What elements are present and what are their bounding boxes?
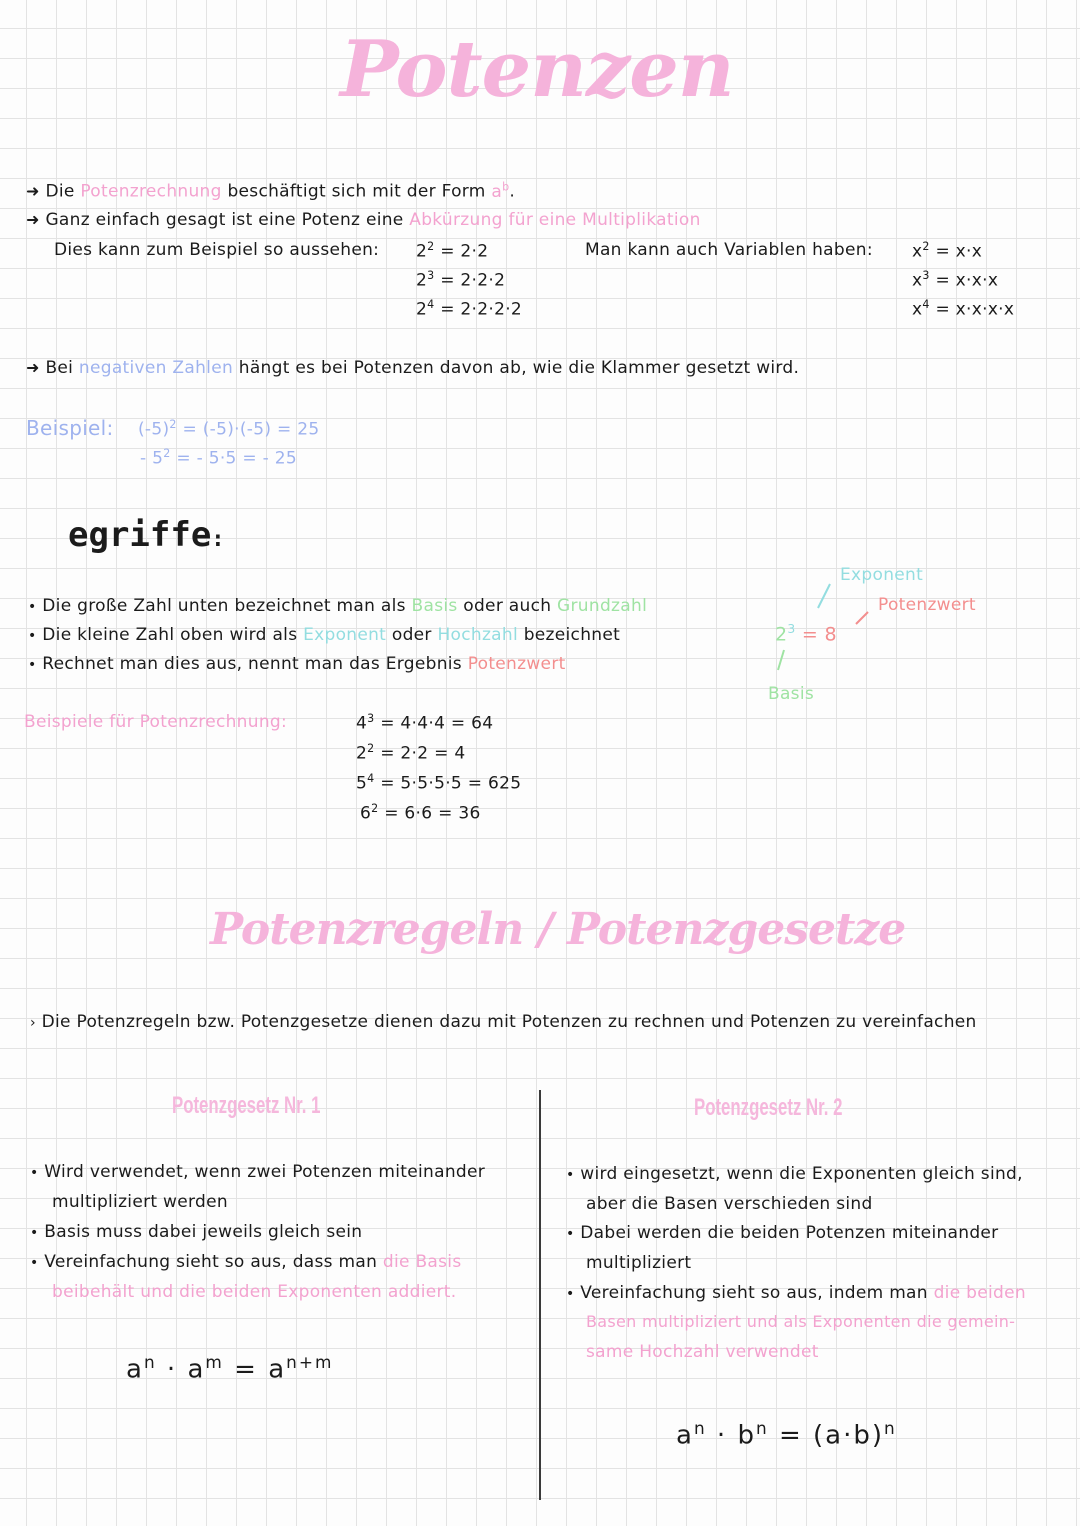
example-calc: $4^3 = 4\cdot 4\cdot 4 = 64$	[356, 712, 494, 734]
potenzwert-label: Potenzwert	[878, 595, 976, 615]
example-calc: $5^4 = 5\cdot 5\cdot 5\cdot 5 = 625$	[356, 772, 522, 794]
intro-line-2	[26, 210, 701, 230]
example-row: $2^3 = 2\cdot 2\cdot 2$	[416, 269, 506, 291]
variable-example-row: $x^2 = x\cdot x$	[912, 240, 983, 262]
bullet-icon: •	[30, 1165, 39, 1181]
intro-line-3: Dies kann zum Beispiel so aussehen:	[54, 240, 380, 260]
form-expression: $a^b$	[491, 180, 510, 202]
arrow-right-icon: ➜	[26, 358, 40, 377]
basis-pointer	[778, 650, 784, 670]
bullet-icon: •	[28, 599, 37, 615]
intro-1-middle: beschäftigt sich mit der Form	[227, 181, 486, 202]
law-2-bullet-1-cont: aber die Basen verschieden sind	[586, 1194, 873, 1214]
example-calc: $6^2 = 6\cdot 6 = 36$	[360, 802, 481, 824]
bullet-icon: •	[566, 1286, 575, 1302]
term-item: • Die kleine Zahl oben wird als Exponent oder Hochzahl bezeichnet	[28, 625, 621, 645]
column-divider	[539, 1090, 541, 1500]
law-1-formula: $a^n \cdot a^m = a^{n+m}$	[126, 1352, 334, 1385]
negative-example-2: - $5^2$ = - 5·5 = - 25	[140, 447, 297, 469]
variable-example-row: $x^3 = x\cdot x\cdot x$	[912, 269, 999, 291]
arrow-right-icon: ➜	[26, 181, 40, 201]
negative-numbers-term: negativen Zahlen	[78, 358, 234, 378]
intro-1-prefix: Die	[45, 181, 75, 202]
arrow-right-icon: ➜	[26, 210, 40, 229]
basis-label: Basis	[768, 684, 815, 704]
law-1-bullet-1-cont: multipliziert werden	[52, 1192, 228, 1212]
negative-example-label: Beispiel:	[26, 416, 114, 440]
exponent-label: Exponent	[840, 565, 924, 585]
negative-example-1: $(-5)^2 = (-5)\cdot(-5) = 25$	[138, 418, 320, 440]
example-calc: $2^2 = 2\cdot 2 = 4$	[356, 742, 466, 764]
bullet-icon: •	[30, 1255, 39, 1271]
variable-example-row: $x^4 = x\cdot x\cdot x\cdot x$	[912, 298, 1015, 320]
variables-label: Man kann auch Variablen haben:	[585, 240, 873, 260]
term-item: • Die große Zahl unten bezeichnet man als Basis oder auch Grundzahl	[28, 596, 648, 616]
intro-2-prefix: Ganz einfach gesagt ist eine Potenz eine	[45, 210, 404, 230]
bullet-icon: •	[566, 1167, 575, 1183]
rules-title: Potenzregeln / Potenzgesetze	[210, 904, 906, 955]
chevron-right-icon: ›	[30, 1015, 36, 1031]
bullet-icon: •	[30, 1225, 39, 1241]
law-2-formula: $a^n \cdot b^n = (a\cdot b)^n$	[676, 1418, 897, 1451]
exponent-pointer	[818, 584, 830, 608]
law-1-bullet-3-cont: beibehält und die beiden Exponenten addiert.	[52, 1282, 457, 1302]
exponent-term: Exponent	[303, 625, 387, 645]
hochzahl-term: Hochzahl	[437, 625, 518, 645]
law-1-title: Potenzgesetz Nr. 1	[172, 1092, 321, 1119]
law-2-bullet-1: • wird eingesetzt, wenn die Exponenten gleich sind,	[566, 1164, 1023, 1184]
potenzwert-term: Potenzwert	[467, 654, 566, 674]
example-row: $2^2 = 2\cdot 2$	[416, 240, 489, 262]
rules-intro: › Die Potenzregeln bzw. Potenzgesetze dienen dazu mit Potenzen zu rechnen und Potenzen zu vereinfachen	[30, 1012, 977, 1032]
law-2-bullet-2: • Dabei werden die beiden Potenzen miteinander	[566, 1223, 999, 1243]
examples-label: Beispiele für Potenzrechnung:	[24, 712, 288, 732]
negative-line: ➜ Bei negativen Zahlen hängt es bei Potenzen davon ab, wie die Klammer gesetzt wird.	[26, 358, 800, 378]
terms-heading: egriffe:	[68, 515, 225, 555]
intro-line-1: ➜ Die Potenzrechnung beschäftigt sich mit der Form $a^b$.	[26, 180, 516, 202]
page-title: Potenzen	[340, 24, 734, 115]
basis-term: Basis	[411, 596, 458, 616]
law-2-bullet-3: • Vereinfachung sieht so aus, indem man die beiden	[566, 1283, 1026, 1303]
potenzwert-pointer	[856, 612, 868, 624]
terms-diagram-expression: $2^3 = 8$	[775, 622, 837, 646]
potenzrechnung-term: Potenzrechnung	[80, 181, 222, 202]
abkuerzung-term: Abkürzung für eine Multiplikation	[409, 210, 701, 230]
bullet-icon: •	[28, 657, 37, 673]
bullet-icon: •	[566, 1226, 575, 1242]
law-1-bullet-3: • Vereinfachung sieht so aus, dass man die Basis	[30, 1252, 462, 1272]
law-1-bullet-2: • Basis muss dabei jeweils gleich sein	[30, 1222, 363, 1242]
grundzahl-term: Grundzahl	[557, 596, 648, 616]
bullet-icon: •	[28, 628, 37, 644]
law-2-title: Potenzgesetz Nr. 2	[694, 1094, 843, 1121]
law-2-bullet-2-cont: multipliziert	[586, 1253, 692, 1273]
law-2-bullet-3-cont-2: same Hochzahl verwendet	[586, 1342, 819, 1362]
law-2-bullet-3-cont: Basen multipliziert und als Exponenten die gemein-	[586, 1312, 1016, 1331]
example-row: $2^4 = 2\cdot 2\cdot 2\cdot 2$	[416, 298, 523, 320]
term-item: • Rechnet man dies aus, nennt man das Ergebnis Potenzwert	[28, 654, 566, 674]
law-1-bullet-1: • Wird verwendet, wenn zwei Potenzen miteinander	[30, 1162, 486, 1182]
